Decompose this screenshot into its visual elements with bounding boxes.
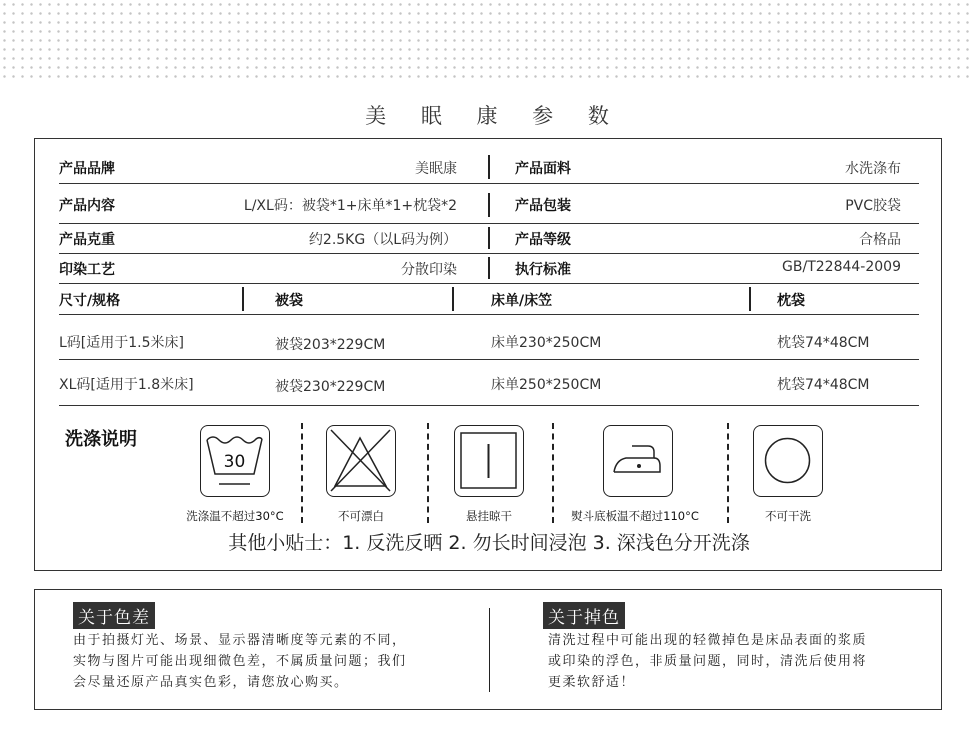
column-separator [488,193,490,217]
size-header: 床单/床笠 [491,293,553,309]
size-header: 被袋 [275,293,303,309]
row-divider [59,314,919,315]
param-value: L/XL码：被袋*1+床单*1+枕袋*2 [243,198,457,214]
param-label: 产品品牌 [59,161,115,177]
size-header: 尺寸/规格 [59,293,121,309]
column-separator [452,287,454,311]
size-cell: 床单230*250CM [491,335,602,351]
note-line: 会尽量还原产品真实色彩，请您放心购买。 [73,675,349,690]
wash-caption: 悬挂晾干 [466,509,512,523]
row-divider [59,359,919,360]
params-box [34,138,942,571]
hang-dry-icon [454,425,524,497]
fading-title: 关于掉色 [543,602,625,629]
size-header: 枕袋 [777,293,805,309]
no-tumble-dry-icon [753,425,823,497]
column-separator [242,287,244,311]
param-value: 约2.5KG（以L码为例） [308,232,457,248]
wash-title: 洗涤说明 [65,429,137,450]
note-line: 更柔软舒适！ [548,675,636,690]
size-cell: 被袋203*229CM [275,337,386,353]
size-cell: XL码[适用于1.8米床] [59,377,194,393]
param-label: 产品包装 [515,198,571,214]
row-divider [59,405,919,406]
note-line: 清洗过程中可能出现的轻微掉色是床品表面的浆质 [548,633,868,648]
dashed-divider [552,423,554,523]
notes-separator [489,608,490,692]
color-diff-title: 关于色差 [73,602,155,629]
param-value: PVC胶袋 [845,198,901,214]
param-label: 印染工艺 [59,262,115,278]
wash-caption: 不可干洗 [765,509,811,523]
no-bleach-icon [326,425,396,497]
param-value: 合格品 [859,232,901,248]
notes-box [34,589,942,710]
note-line: 或印染的浮色，非质量问题，同时，清洗后使用将 [548,654,868,669]
fading-text [548,630,867,693]
iron-icon [603,425,673,497]
param-value: 美眠康 [415,161,457,177]
param-label: 产品克重 [59,232,115,248]
size-cell: L码[适用于1.5米床] [59,335,184,351]
page-title: 美 眠 康 参 数 [365,104,623,128]
column-separator [749,287,751,311]
dot-pattern [0,0,974,80]
row-divider [59,223,919,224]
param-value: 分散印染 [401,262,457,278]
column-separator [488,155,490,179]
param-value: 水洗涤布 [845,161,901,177]
param-label: 产品面料 [515,161,571,177]
note-line: 由于拍摄灯光、场景、显示器清晰度等元素的不同， [73,633,407,648]
param-label: 产品等级 [515,232,571,248]
wash-caption: 熨斗底板温不超过110°C [571,509,699,523]
size-cell: 被袋230*229CM [275,379,386,395]
wash-tub-icon [200,425,270,497]
wash-tips: 其他小贴士：1. 反洗反晒 2. 勿长时间浸泡 3. 深浅色分开洗涤 [228,532,750,554]
row-divider [59,183,919,184]
wash-temp: 30 [223,452,246,472]
param-label: 执行标准 [515,262,571,278]
param-label: 产品内容 [59,198,115,214]
wash-caption: 不可漂白 [338,509,384,523]
row-divider [59,253,919,254]
size-cell: 枕袋74*48CM [777,335,870,351]
column-separator [488,257,490,279]
size-cell: 床单250*250CM [491,377,602,393]
param-value: GB/T22844-2009 [782,259,901,275]
size-cell: 枕袋74*48CM [777,377,870,393]
row-divider [59,283,919,284]
note-line: 实物与图片可能出现细微色差，不属质量问题；我们 [73,654,407,669]
column-separator [488,227,490,249]
wash-caption: 洗涤温不超过30°C [186,509,284,523]
color-diff-text [73,630,407,693]
